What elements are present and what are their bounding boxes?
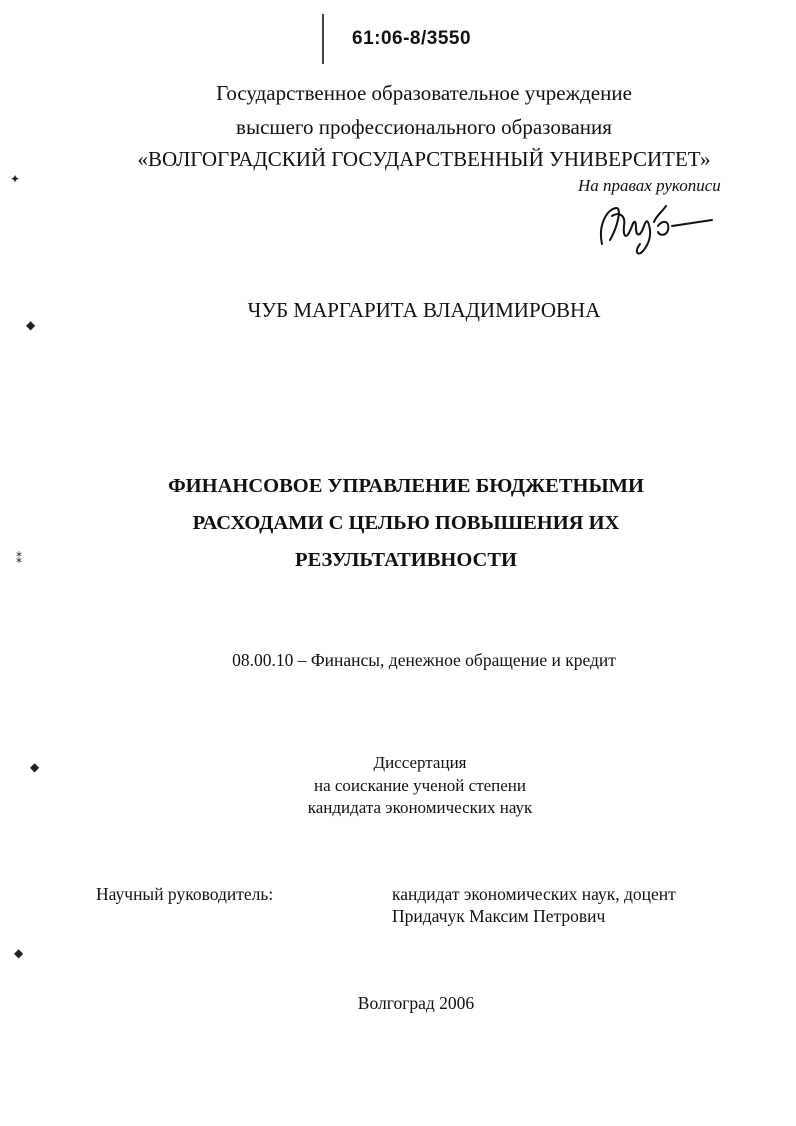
catalog-code: 61:06-8/3550	[352, 28, 472, 49]
supervisor-name: Придачук Максим Петрович	[392, 906, 606, 926]
institution-line-2: высшего профессионального образования	[236, 115, 612, 139]
scan-mark: ◆	[26, 318, 36, 332]
scan-mark: ◆	[14, 946, 24, 960]
specialty-code: 08.00.10 – Финансы, денежное обращение и кредит	[232, 650, 616, 670]
degree-line-3: кандидата экономических наук	[307, 798, 533, 817]
header-divider	[322, 14, 324, 64]
thesis-title-line-1: ФИНАНСОВОЕ УПРАВЛЕНИЕ БЮДЖЕТНЫМИ	[168, 475, 644, 497]
scan-mark: ⁑	[16, 552, 22, 566]
institution-line-1: Государственное образовательное учреждение	[216, 81, 632, 105]
manuscript-note: На правах рукописи	[578, 176, 721, 195]
thesis-title-line-2: РАСХОДАМИ С ЦЕЛЬЮ ПОВЫШЕНИЯ ИХ	[192, 512, 620, 534]
degree-line-2: на соискание ученой степени	[313, 776, 527, 795]
author-name: ЧУБ МАРГАРИТА ВЛАДИМИРОВНА	[247, 298, 601, 322]
institution-line-3: «ВОЛГОГРАДСКИЙ ГОСУДАРСТВЕННЫЙ УНИВЕРСИТЕТ»	[137, 147, 711, 171]
degree-line-1: Диссертация	[373, 753, 467, 772]
place-year: Волгоград 2006	[357, 993, 475, 1013]
scan-mark: ✦	[10, 172, 21, 186]
supervisor-label: Научный руководитель:	[96, 884, 274, 904]
scan-mark: ◆	[30, 760, 40, 774]
supervisor-title: кандидат экономических наук, доцент	[392, 884, 676, 904]
thesis-title-line-3: РЕЗУЛЬТАТИВНОСТИ	[295, 549, 517, 571]
handwritten-signature	[588, 196, 718, 258]
